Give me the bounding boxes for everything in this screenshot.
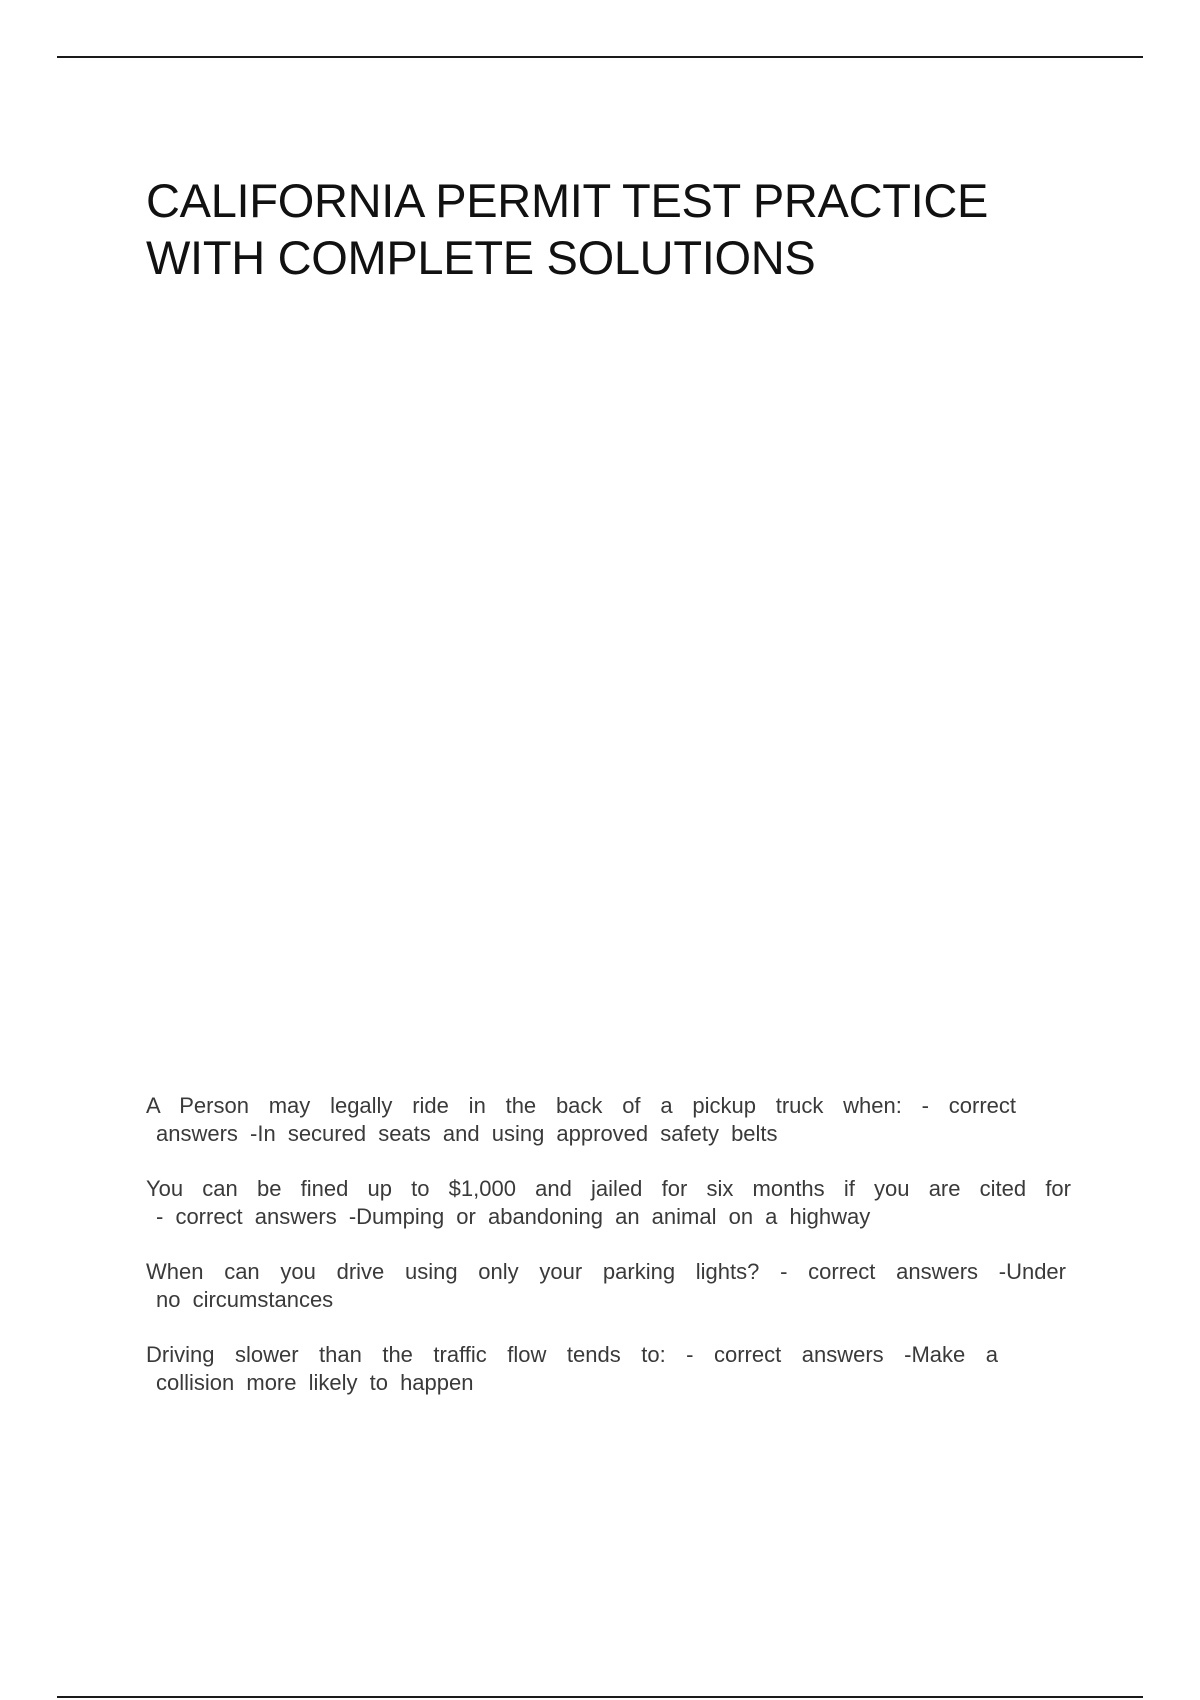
footer-rule <box>57 1696 1143 1698</box>
question-text: Driving slower than the traffic flow tends to: - correct answers -Make a <box>146 1342 998 1367</box>
qa-item <box>146 1341 1071 1397</box>
answer-text: - correct answers -Dumping or abandoning an animal on a highway <box>156 1204 871 1229</box>
document-title <box>146 172 1106 286</box>
qa-item <box>146 1175 1071 1231</box>
answer-text: collision more likely to happen <box>156 1370 474 1395</box>
answer-text: no circumstances <box>156 1287 334 1312</box>
question-text: A Person may legally ride in the back of a pickup truck when: - correct <box>146 1093 1016 1118</box>
title-line: WITH COMPLETE SOLUTIONS <box>146 231 816 284</box>
question-text: You can be fined up to $1,000 and jailed for six months if you are cited for <box>146 1176 1071 1201</box>
qa-item <box>146 1092 1071 1148</box>
question-text: When can you drive using only your parking lights? - correct answers -Under <box>146 1259 1066 1284</box>
header-rule <box>57 56 1143 58</box>
title-line: CALIFORNIA PERMIT TEST PRACTICE <box>146 174 989 227</box>
answer-text: answers -In secured seats and using approved safety belts <box>156 1121 778 1146</box>
question-answer-list <box>146 1092 1071 1424</box>
qa-item <box>146 1258 1071 1314</box>
